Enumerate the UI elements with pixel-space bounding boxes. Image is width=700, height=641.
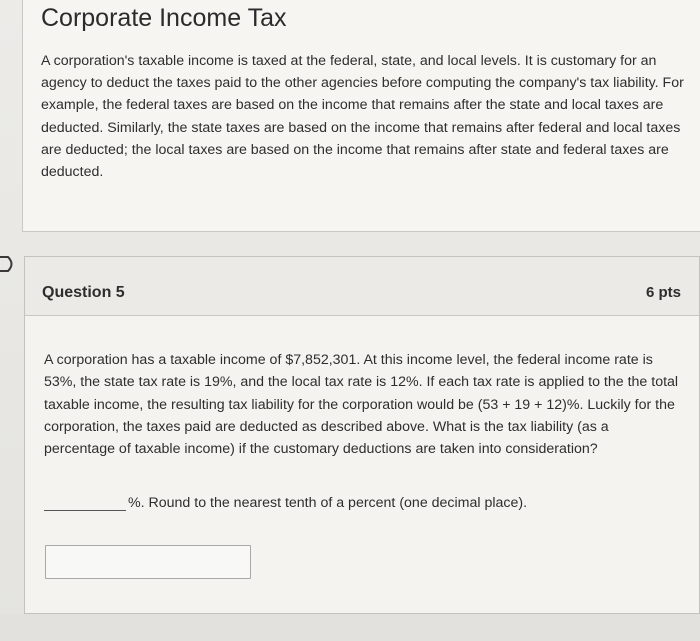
question-title: Question 5 xyxy=(42,284,125,301)
intro-text: A corporation's taxable income is taxed at the federal, state, and local levels. It is customary for an agency to deduct the taxes paid to the other agencies before computing the company's tax liability. For example, the federal taxes are based on the income that remains after the state and local taxes are deducted. Similarly, the state taxes are based on the income that remains after federal and local taxes are deducted; the local taxes are based on the income that remains after state and federal taxes are deducted. xyxy=(41,53,684,181)
question-header xyxy=(25,257,699,316)
answer-instruction xyxy=(44,495,527,511)
current-question-pointer-icon xyxy=(0,254,18,274)
intro-title: Corporate Income Tax xyxy=(41,4,287,32)
question-card xyxy=(24,256,700,614)
bottom-strip xyxy=(0,614,700,641)
question-text: A corporation has a taxable income of $7,852,301. At this income level, the federal income rate is 53%, the state tax rate is 19%, and the local tax rate is 12%. If each tax rate is applied to the the total taxable income, the resulting tax liability for the corporation would be (53 + 19 + 12)%. Luckily for the corporation, the taxes paid are deducted as described above. What is the tax liability (as a percentage of taxable income) if the customary deductions are taken into consideration? xyxy=(44,352,679,458)
answer-input[interactable] xyxy=(45,545,251,579)
answer-blank xyxy=(44,496,126,511)
answer-suffix-text: %. Round to the nearest tenth of a percent (one decimal place). xyxy=(128,495,528,511)
intro-panel xyxy=(22,0,700,232)
question-points: 6 pts xyxy=(645,284,681,301)
